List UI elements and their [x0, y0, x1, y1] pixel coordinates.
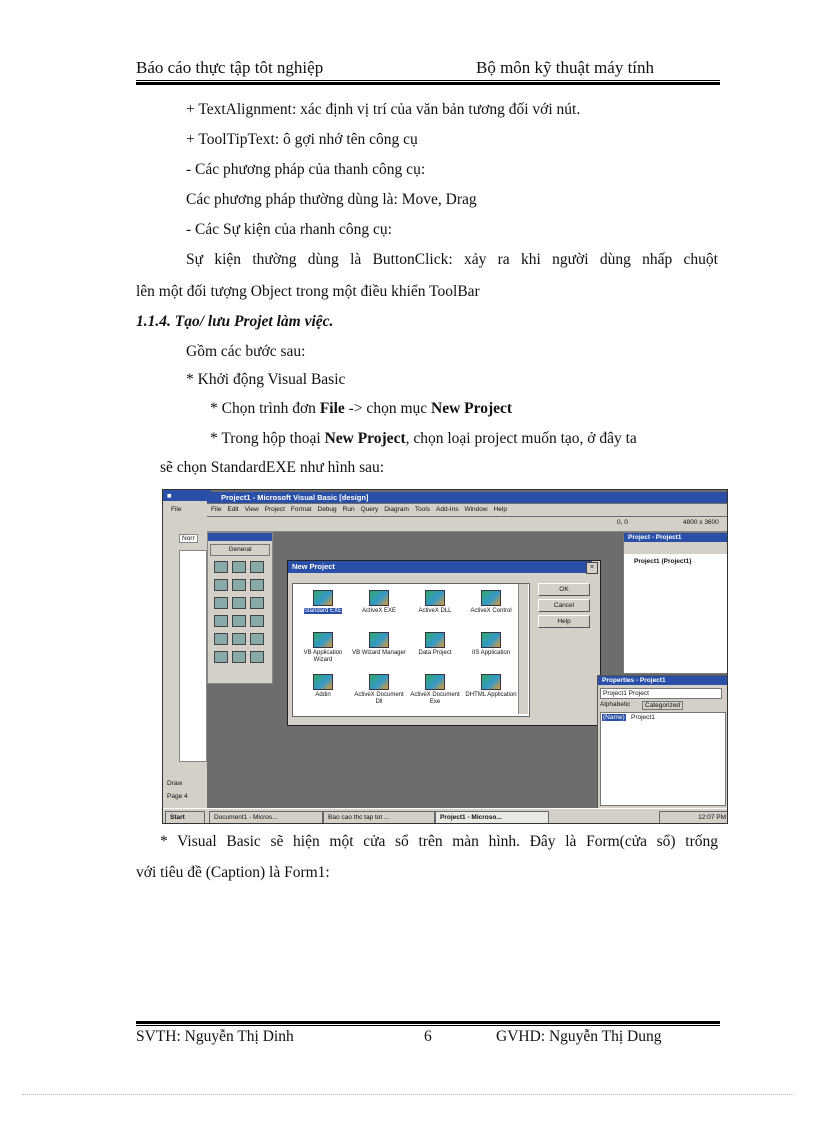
menu-run[interactable]: Run: [342, 506, 355, 513]
project-vb-wizard-manager[interactable]: VB Wizard Manager: [351, 632, 407, 657]
dir-tool-icon[interactable]: [250, 633, 264, 645]
properties-title: Properties - Project1: [598, 676, 728, 685]
page-number: 6: [424, 1028, 432, 1045]
footer-right: GVHD: Nguyễn Thị Dung: [496, 1028, 662, 1045]
word-title-bar: ■: [163, 490, 211, 501]
coords-readout: 0, 0: [617, 519, 628, 526]
project-iis-application[interactable]: IIS Application: [463, 632, 519, 657]
shape-tool-icon[interactable]: [232, 651, 246, 663]
vscroll-tool-icon[interactable]: [250, 615, 264, 627]
picturebox-tool-icon[interactable]: [232, 561, 246, 573]
ok-button[interactable]: OK: [538, 583, 590, 596]
properties-window: [597, 675, 728, 809]
timer-tool-icon[interactable]: [214, 633, 228, 645]
footer-rule-thick: [136, 1021, 720, 1024]
vb-menubar: [207, 504, 728, 516]
tab-categorized[interactable]: Categorized: [642, 701, 683, 710]
line-textalignment: + TextAlignment: xác định vị trí của văn bản tương đối với nút.: [186, 101, 581, 118]
dialog-scrollbar[interactable]: [518, 584, 528, 714]
project-standard-exe[interactable]: Standard EXE: [295, 590, 351, 615]
frame-tool-icon[interactable]: [232, 579, 246, 591]
tab-alphabetic[interactable]: Alphabetic: [600, 701, 631, 708]
vb-toolbar: [207, 517, 727, 532]
footer-left: SVTH: Nguyễn Thị Dinh: [136, 1028, 294, 1045]
menu-edit[interactable]: Edit: [227, 506, 239, 513]
line-common-methods: Các phương pháp thường dùng là: Move, Drag: [186, 191, 477, 208]
line-start-vb: * Khởi động Visual Basic: [186, 371, 346, 388]
help-button[interactable]: Help: [538, 615, 590, 628]
project-explorer-title: Project - Project1: [624, 533, 728, 542]
vb-screenshot: [162, 489, 728, 824]
project-activex-dll[interactable]: ActiveX DLL: [407, 590, 463, 615]
toolbox-tab-general[interactable]: General: [210, 544, 270, 556]
new-project-dialog: [287, 560, 601, 726]
combo-tool-icon[interactable]: [250, 597, 264, 609]
checkbox-tool-icon[interactable]: [214, 597, 228, 609]
header-rule-thick: [136, 82, 720, 85]
page-bottom-divider: [22, 1094, 794, 1095]
project-vb-app-wizard[interactable]: VB Application Wizard: [295, 632, 351, 664]
taskbar-project1[interactable]: Project1 - Microso...: [435, 811, 549, 824]
menu-format[interactable]: Format: [290, 506, 312, 513]
line-steps: Gồm các bước sau:: [186, 343, 306, 360]
project-explorer: [623, 532, 728, 674]
vb-app-wizard-icon: [313, 632, 333, 648]
section-heading: 1.1.4. Tạo/ lưu Projet làm việc.: [136, 313, 334, 330]
line-buttonclick: Sự kiện thường dùng là ButtonClick: xảy ra khi người dùng nhấp chuột: [186, 251, 718, 268]
cancel-button[interactable]: Cancel: [538, 599, 590, 612]
line-methods: - Các phương pháp của thanh công cụ:: [186, 161, 426, 178]
addin-icon: [313, 674, 333, 690]
page-header: [136, 58, 720, 82]
taskbar-clock: 12:07 PM: [659, 811, 728, 824]
properties-object-combo[interactable]: Project1 Project: [600, 688, 722, 699]
word-draw-menu[interactable]: Draw: [167, 780, 183, 787]
project-dhtml-application[interactable]: DHTML Application: [463, 674, 519, 699]
textbox-tool-icon[interactable]: [214, 579, 228, 591]
menu-file[interactable]: File: [211, 506, 222, 513]
line-events: - Các Sự kiện của rhanh công cụ:: [186, 221, 392, 238]
toolbox-title-bar: [208, 533, 272, 541]
project-explorer-toolbar: [624, 542, 728, 554]
activex-dll-icon: [425, 590, 445, 606]
listbox-tool-icon[interactable]: [214, 615, 228, 627]
word-doc-area: [179, 550, 207, 762]
project-activex-exe[interactable]: ActiveX EXE: [351, 590, 407, 615]
line-dialog: * Trong hộp thoại New Project, chọn loại project muốn tạo, ở đây ta: [210, 430, 637, 447]
taskbar-bao-cao[interactable]: Bao cao thc tap tot ...: [323, 811, 435, 824]
line-caption-form1: với tiêu đề (Caption) là Form1:: [136, 864, 330, 881]
option-tool-icon[interactable]: [232, 597, 246, 609]
activex-doc-exe-icon: [425, 674, 445, 690]
line-toolbar-object: lên một đối tượng Object trong một điều khiển ToolBar: [136, 283, 480, 300]
taskbar-document1[interactable]: Document1 - Micros...: [209, 811, 323, 824]
pointer-tool-icon[interactable]: [214, 561, 228, 573]
dialog-close-icon[interactable]: ×: [586, 562, 598, 574]
footer-rule-thin: [136, 1025, 720, 1026]
project-activex-doc-exe[interactable]: ActiveX Document Exe: [407, 674, 463, 706]
menu-project[interactable]: Project: [264, 506, 285, 513]
hscroll-tool-icon[interactable]: [232, 615, 246, 627]
project-addin[interactable]: Addin: [295, 674, 351, 699]
taskbar: [163, 808, 727, 824]
project-activex-doc-dll[interactable]: ActiveX Document Dll: [351, 674, 407, 706]
header-left: Báo cáo thực tập tôt nghiệp: [136, 58, 324, 77]
menu-query[interactable]: Query: [360, 506, 379, 513]
drive-tool-icon[interactable]: [232, 633, 246, 645]
line-tooltiptext: + ToolTipText: ô gợi nhớ tên công cụ: [186, 131, 418, 148]
line-visual-basic-form: * Visual Basic sẽ hiện một cửa sổ trên màn hình. Đây là Form(cửa sổ) trống: [160, 833, 718, 850]
prop-name-label[interactable]: (Name): [603, 714, 625, 721]
menu-debug[interactable]: Debug: [317, 506, 337, 513]
word-style-box[interactable]: Norr: [179, 534, 198, 543]
menu-window[interactable]: Window: [464, 506, 488, 513]
data-project-icon: [425, 632, 445, 648]
toolbox-panel: [207, 532, 273, 684]
project-type-list: [292, 583, 530, 717]
word-page-indicator: Page 4: [167, 793, 188, 800]
iis-application-icon: [481, 632, 501, 648]
header-right: Bộ môn kỹ thuật máy tính: [476, 58, 655, 77]
file-tool-icon[interactable]: [214, 651, 228, 663]
start-button[interactable]: Start: [165, 811, 205, 824]
project-activex-control[interactable]: ActiveX Control: [463, 590, 519, 615]
word-window: [163, 490, 207, 808]
menu-addins[interactable]: Add-Ins: [436, 506, 459, 513]
properties-grid: [600, 712, 726, 806]
line-tool-icon[interactable]: [250, 651, 264, 663]
button-tool-icon[interactable]: [250, 579, 264, 591]
line-standard-exe: sẽ chọn StandardEXE như hình sau:: [160, 459, 385, 476]
label-tool-icon[interactable]: [250, 561, 264, 573]
prop-name-value[interactable]: Project1: [631, 714, 655, 721]
menu-help[interactable]: Help: [493, 506, 507, 513]
activex-doc-dll-icon: [369, 674, 389, 690]
line-choose-file: * Chọn trình đơn File -> chọn mục New Project: [210, 400, 513, 417]
project-data-project[interactable]: Data Project: [407, 632, 463, 657]
header-rule-thin: [136, 80, 720, 81]
project-node[interactable]: Project1 (Project1): [634, 558, 692, 565]
standard-exe-icon: [313, 590, 333, 606]
vb-wizard-manager-icon: [369, 632, 389, 648]
vb-title-bar: Project1 - Microsoft Visual Basic [design]: [207, 492, 728, 503]
menu-tools[interactable]: Tools: [414, 506, 431, 513]
dialog-title-bar: New Project: [288, 561, 592, 573]
dhtml-application-icon: [481, 674, 501, 690]
menu-diagram[interactable]: Diagram: [384, 506, 409, 513]
size-readout: 4800 x 3600: [683, 519, 719, 526]
menu-view[interactable]: View: [244, 506, 259, 513]
word-file-menu[interactable]: File: [171, 506, 182, 513]
activex-control-icon: [481, 590, 501, 606]
activex-exe-icon: [369, 590, 389, 606]
